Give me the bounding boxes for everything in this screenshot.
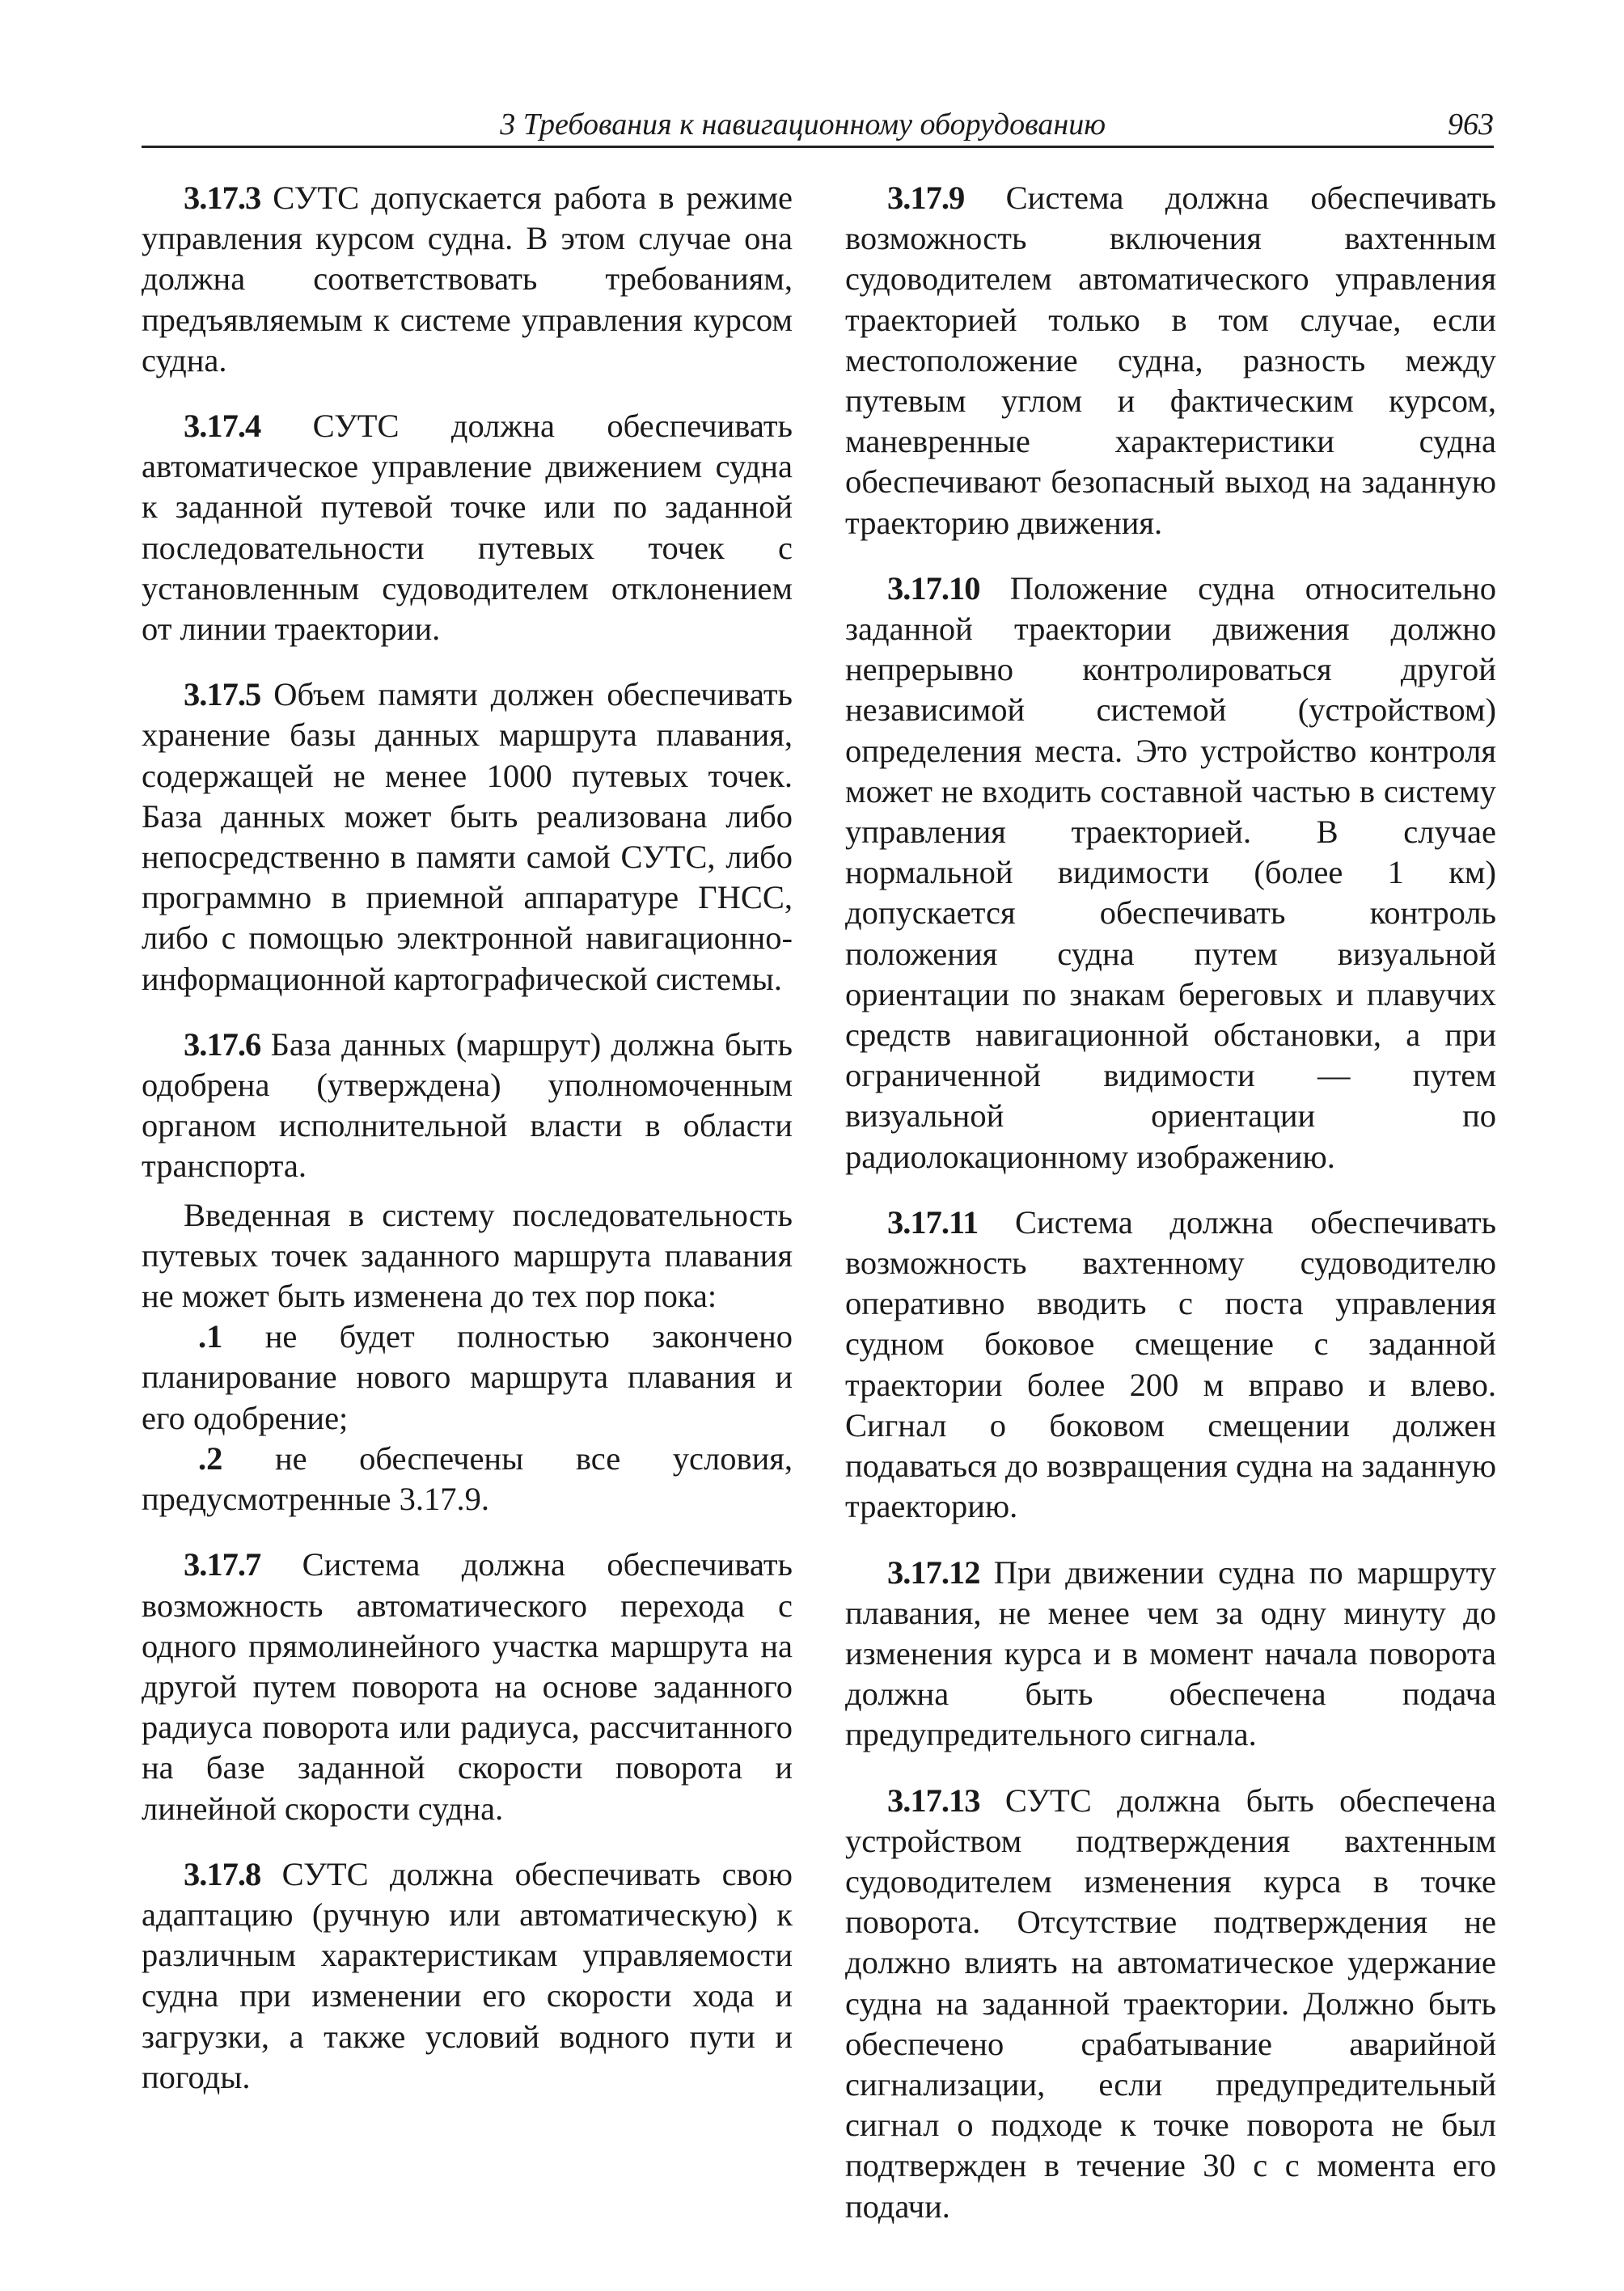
- list-item-text: не будет полностью закончено планирование нового маршрута плавания и его одобрение;: [142, 1318, 793, 1436]
- paragraph-3-17-8: [142, 1854, 793, 2098]
- paragraph-text: Система должна обеспечивать возможность включения вахтенным судоводителем автоматического управления траекторией только в том случае, если местоположение судна, разность между путевым углом и фактическим курсом, маневренные характеристики судна обеспечивают безопасный выход на заданную траекторию движения.: [845, 180, 1496, 541]
- paragraph-text: При движении судна по маршруту плавания, не менее чем за одну минуту до изменения курса и в момент начала поворота должна быть обеспечена подача предупредительного сигнала.: [845, 1553, 1496, 1753]
- paragraph-number: 3.17.4: [184, 408, 261, 445]
- paragraph-3-17-10: [845, 569, 1496, 1177]
- paragraph-text: Система должна обеспечивать возможность автоматического перехода с одного прямолинейного участка маршрута на другой путем поворота на основе заданного радиуса поворота или радиуса, рассчитанного на базе заданной скорости поворота и линейной скорости судна.: [142, 1546, 793, 1827]
- paragraph-3-17-13: [845, 1781, 1496, 2227]
- paragraph-text: СУТС допускается работа в режиме управления курсом судна. В этом случае она должна соответствовать требованиям, предъявляемым к системе управления курсом судна.: [142, 180, 793, 378]
- page-number: 963: [1448, 108, 1494, 142]
- paragraph-3-17-3: [142, 178, 793, 381]
- paragraph-text: База данных (маршрут) должна быть одобрена (утверждена) уполномоченным органом исполнительной власти в области транспорта.: [142, 1025, 793, 1185]
- paragraph-text: СУТС должна обеспечивать свою адаптацию (ручную или автоматическую) к различным характеристикам управляемости судна при изменении его скорости хода и загрузки, а также условий водного пути и погоды.: [142, 1855, 793, 2095]
- paragraph-3-17-9: [845, 178, 1496, 543]
- paragraph-number: 3.17.5: [184, 676, 261, 713]
- paragraph-3-17-6: [142, 1025, 793, 1187]
- paragraph-3-17-11: [845, 1203, 1496, 1528]
- header-title: 3 Требования к навигационному оборудованию: [500, 108, 1106, 142]
- paragraph-text: СУТС должна обеспечивать автоматическое управление движением судна к заданной путевой точке или по заданной последовательности путевых точек с установленным судоводителем отклонением от линии траектории.: [142, 408, 793, 648]
- running-header: [142, 104, 1494, 148]
- paragraph-number: 3.17.8: [184, 1855, 261, 1892]
- left-column: [142, 178, 793, 2123]
- paragraph-3-17-4: [142, 406, 793, 649]
- paragraph-3-17-12: [845, 1553, 1496, 1756]
- paragraph-3-17-6-continuation: Введенная в систему последовательность путевых точек заданного маршрута плавания не может быть изменена до тех пор пока:: [142, 1196, 793, 1315]
- list-item-text: не обеспечены все условия, предусмотренные 3.17.9.: [142, 1439, 793, 1518]
- paragraph-text: Система должна обеспечивать возможность вахтенному судоводителю оперативно вводить с поста управления судном боковое смещение с заданной траектории более 200 м вправо и влево. Сигнал о боковом смещении должен подаваться до возвращения судна на заданную траекторию.: [845, 1203, 1496, 1525]
- paragraph-number: 3.17.3: [184, 180, 261, 216]
- paragraph-text: Положение судна относительно заданной траектории движения должно непрерывно контролироваться другой независимой системой (устройством) определения места. Это устройство контроля может не входить составной частью в систему управления траекторией. В случае нормальной видимости (более 1 км) допускается обеспечивать контроль положения судна путем визуальной ориентации по знакам береговых и плавучих средств навигационной обстановки, а при ограниченной видимости — путем визуальной ориентации по радиолокационному изображению.: [845, 569, 1496, 1175]
- list-item-2: [142, 1439, 793, 1520]
- list-marker: .1: [198, 1318, 223, 1355]
- paragraph-number: 3.17.9: [887, 180, 965, 216]
- list-marker: .2: [198, 1439, 223, 1477]
- paragraph-number: 3.17.11: [887, 1203, 979, 1241]
- list-item-1: [142, 1317, 793, 1439]
- paragraph-number: 3.17.13: [887, 1782, 980, 1819]
- right-column: [845, 178, 1496, 2252]
- paragraph-text: СУТС должна быть обеспечена устройством подтверждения вахтенным судоводителем изменения курса в точке поворота. Отсутствие подтверждения не должно влиять на автоматическое удержание судна на заданной траектории. Должно быть обеспечено срабатывание аварийной сигнализации, если предупредительный сигнал о подходе к точке поворота не был подтвержден в течение 30 с с момента его подачи.: [845, 1782, 1497, 2225]
- paragraph-number: 3.17.6: [184, 1025, 261, 1063]
- paragraph-3-17-7: [142, 1545, 793, 1828]
- paragraph-number: 3.17.12: [887, 1553, 980, 1591]
- paragraph-number: 3.17.7: [184, 1546, 261, 1583]
- paragraph-3-17-5: [142, 674, 793, 1000]
- paragraph-number: 3.17.10: [887, 569, 980, 607]
- paragraph-text: Объем памяти должен обеспечивать хранение базы данных маршрута плавания, содержащей не менее 1000 путевых точек. База данных может быть реализована либо непосредственно в памяти самой СУТС, либо программно в приемной аппаратуре ГНСС, либо с помощью электронной навигационно-информационной картографической системы.: [142, 676, 793, 997]
